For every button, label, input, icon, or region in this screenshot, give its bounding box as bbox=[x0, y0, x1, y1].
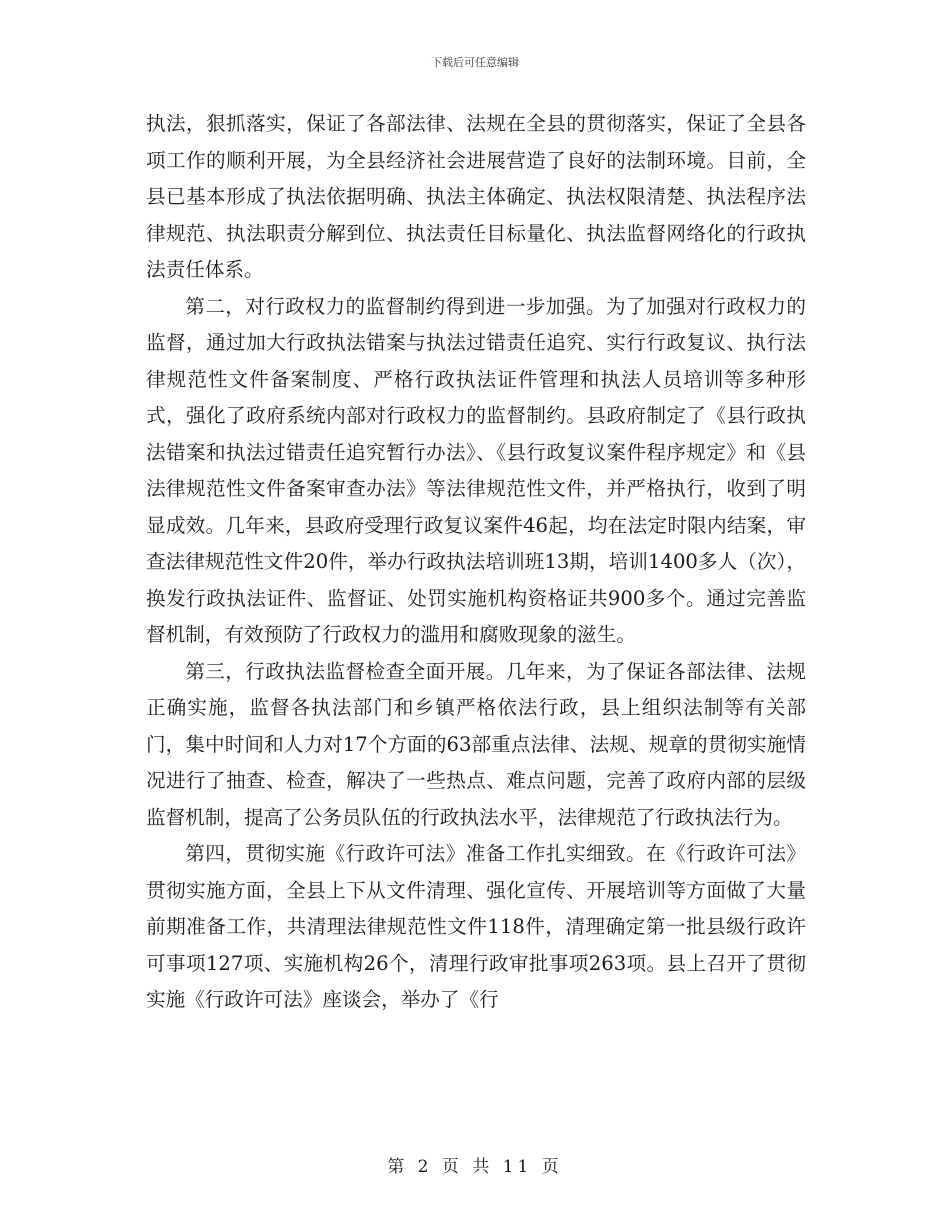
page-footer: 第 2 页 共 11 页 bbox=[387, 1157, 563, 1177]
document-body bbox=[146, 106, 806, 1019]
paragraph-3: 第三，行政执法监督检查全面开展。几年来，为了保证各部法律、法规正确实施，监督各执法部门和乡镇严格依法行政，县上组织法制等有关部门，集中时间和人力对17个方面的63部重点法律、法规、规章的贯彻实施情况进行了抽查、检查，解决了一些热点、难点问题，完善了政府内部的层级监督机制，提高了公务员队伍的行政执法水平，法律规范了行政执法行为。 bbox=[146, 659, 806, 829]
paragraph-1: 执法，狠抓落实，保证了各部法律、法规在全县的贯彻落实，保证了全县各项工作的顺利开展，为全县经济社会进展营造了良好的法制环境。目前，全县已基本形成了执法依据明确、执法主体确定、执法权限清楚、执法程序法律规范、执法职责分解到位、执法责任目标量化、执法监督网络化的行政执法责任体系。 bbox=[146, 112, 806, 281]
paragraph-4: 第四，贯彻实施《行政许可法》准备工作扎实细致。在《行政许可法》贯彻实施方面，全县上下从文件清理、强化宣传、开展培训等方面做了大量前期准备工作，共清理法律规范性文件118件，清理确定第一批县级行政许可事项127项、实施机构26个，清理行政审批事项263项。县上召开了贯彻实施《行政许可法》座谈会，举办了《行 bbox=[146, 842, 806, 1011]
page-header: 下载后可任意编辑 bbox=[431, 56, 519, 69]
paragraph-2: 第二，对行政权力的监督制约得到进一步加强。为了加强对行政权力的监督，通过加大行政执法错案与执法过错责任追究、实行行政复议、执行法律规范性文件备案制度、严格行政执法证件管理和执法人员培训等多种形式，强化了政府系统内部对行政权力的监督制约。县政府制定了《县行政执法错案和执法过错责任追究暂行办法》、《县行政复议案件程序规定》和《县法律规范性文件备案审查办法》等法律规范性文件，并严格执行，收到了明显成效。几年来，县政府受理行政复议案件46起，均在法定时限内结案，审查法律规范性文件20件，举办行政执法培训班13期，培训1400多人（次），换发行政执法证件、监督证、处罚实施机构资格证共900多个。通过完善监督机制，有效预防了行政权力的滥用和腐败现象的滋生。 bbox=[146, 294, 806, 646]
